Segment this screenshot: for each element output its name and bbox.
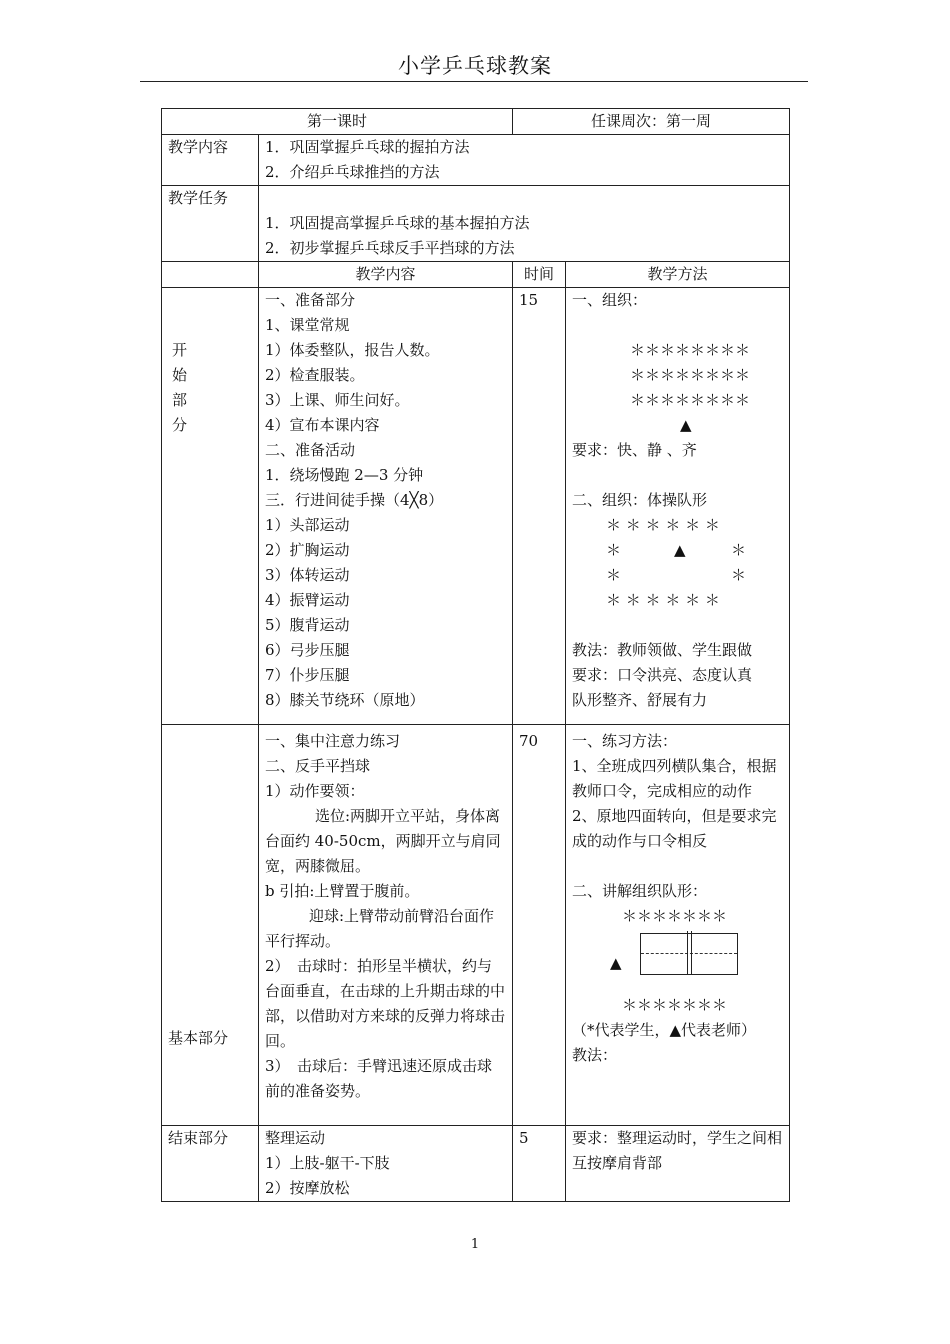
table-tennis-table-icon [640, 933, 738, 975]
start-line: 8）膝关节绕环（原地） [265, 691, 425, 709]
lesson-cell: 第一课时 [162, 109, 513, 135]
square-top-row: ＊ ＊ ＊ ＊ ＊ ＊ [606, 516, 720, 534]
end-section-label: 结束部分 [162, 1126, 259, 1202]
req1-text: 要求：快、静 、齐 [572, 441, 697, 459]
end-method-cell [566, 1126, 790, 1202]
start-content-cell [259, 288, 513, 725]
net-icon [687, 931, 692, 975]
end-method-text: 要求：整理运动时，学生之间相互按摩肩背部 [572, 1129, 783, 1172]
end-content-cell [259, 1126, 513, 1202]
basic-label-cell [162, 725, 259, 1126]
start-time-cell: 15 [513, 288, 566, 725]
task-label: 教学任务 [162, 186, 259, 262]
basic-line: 二、反手平挡球 [265, 757, 371, 775]
task-line: 1．巩固提高掌握乒乓球的基本握拍方法 [265, 214, 530, 232]
end-line: 1）上肢-躯干-下肢 [265, 1154, 390, 1172]
square-side-left: ＊ [606, 541, 622, 559]
square-side-left: ＊ [606, 566, 622, 584]
practice-step: 2、原地四面转向，但是要求完成的动作与口令相反 [572, 807, 777, 850]
req2-text: 要求：口令洪亮、态度认真 [572, 666, 753, 684]
practice-step: 1、全班成四列横队集合，根据教师口令，完成相应的动作 [572, 757, 777, 800]
content-lines [259, 135, 790, 186]
basic-section-label: 基本部分 [168, 1028, 229, 1047]
task-lines [259, 186, 790, 262]
content-row [162, 135, 790, 186]
teach-text: 教法： [572, 1046, 618, 1064]
start-line: 4）宣布本课内容 [265, 416, 380, 434]
square-side-right: ＊ [731, 541, 747, 559]
formation-row: ＊＊＊＊＊＊＊＊ [630, 391, 751, 409]
basic-method-cell [566, 725, 790, 1126]
content-line: 2．介绍乒乓球推挡的方法 [265, 163, 440, 181]
content-label: 教学内容 [162, 135, 259, 186]
lesson-plan-table [161, 108, 790, 1202]
org1-text: 一、组织： [572, 291, 648, 309]
square-side-row [572, 538, 783, 563]
header-row [162, 109, 790, 135]
org2-text: 二、组织：体操队形 [572, 491, 708, 509]
start-section-row [162, 288, 790, 725]
square-side-right: ＊ [731, 566, 747, 584]
formation-row: ＊＊＊＊＊＊＊＊ [630, 341, 751, 359]
page-number: 1 [470, 1237, 480, 1252]
teacher-triangle: ▲ [610, 954, 622, 972]
start-line: 2）扩胸运动 [265, 541, 350, 559]
task-row [162, 186, 790, 262]
stars-bottom-row: ＊＊＊＊＊＊＊ [622, 996, 728, 1014]
legend-text: （*代表学生，▲代表老师） [572, 1021, 757, 1039]
start-line: 3）上课、师生问好。 [265, 391, 410, 409]
start-label-cell [162, 288, 259, 725]
practice-title: 一、练习方法： [572, 732, 678, 750]
basic-line: 1）动作要领： [265, 782, 365, 800]
req3-text: 队形整齐、舒展有力 [572, 691, 708, 709]
square-bottom-row: ＊ ＊ ＊ ＊ ＊ ＊ [606, 591, 720, 609]
week-cell: 任课周次：第一周 [513, 109, 790, 135]
basic-paragraph: 3） 击球后：手臂迅速还原成击球前的准备姿势。 [265, 1057, 493, 1100]
document-title: 小学乒乓球教案 [398, 54, 552, 78]
task-line: 2．初步掌握乒乓球反手平挡球的方法 [265, 239, 515, 257]
end-line: 2）按摩放松 [265, 1179, 350, 1197]
column-header-row [162, 262, 790, 288]
square-teacher: ▲ [674, 541, 686, 559]
start-line: 3）体转运动 [265, 566, 350, 584]
start-line: 1）体委整队，报告人数。 [265, 341, 440, 359]
basic-content-cell [259, 725, 513, 1126]
basic-line: 一、集中注意力练习 [265, 732, 401, 750]
formation-row: ＊＊＊＊＊＊＊＊ [630, 366, 751, 384]
blank-header [162, 262, 259, 288]
start-line: 2）检查服装。 [265, 366, 365, 384]
start-line: 7）仆步压腿 [265, 666, 350, 684]
basic-paragraph: 迎球:上臂带动前臂沿台面作平行挥动。 [265, 907, 495, 950]
basic-paragraph: 2） 击球时：拍形呈半横状，约与台面垂直，在击球的上升期击球的中部，以借助对方来球的反弹力将球击回。 [265, 957, 506, 1050]
teach-text: 教法：教师领做、学生跟做 [572, 641, 753, 659]
basic-section-row [162, 725, 790, 1126]
start-line: 二、准备活动 [265, 441, 356, 459]
end-time-cell: 5 [513, 1126, 566, 1202]
end-section-row [162, 1126, 790, 1202]
basic-line: b 引拍:上臂置于腹前。 [265, 882, 420, 900]
start-line: 4）振臂运动 [265, 591, 350, 609]
start-section-label: 开始部分 [172, 341, 188, 434]
teacher-triangle: ▲ [680, 416, 692, 434]
start-method-cell [566, 288, 790, 725]
basic-paragraph: 选位:两脚开立平站，身体离台面约 40-50cm，两脚开立与肩同宽，两膝微屈。 [265, 807, 501, 875]
start-line: 一、准备部分 [265, 291, 356, 309]
start-line: 1．绕场慢跑 2—3 分钟 [265, 466, 424, 484]
court-diagram [572, 933, 783, 993]
start-line: 6）弓步压腿 [265, 641, 350, 659]
col-time-header: 时间 [513, 262, 566, 288]
stars-top-row: ＊＊＊＊＊＊＊ [622, 907, 728, 925]
square-side-row [572, 563, 783, 588]
col-method-header: 教学方法 [566, 262, 790, 288]
formation-title: 二、讲解组织队形： [572, 882, 708, 900]
start-line: 1）头部运动 [265, 516, 350, 534]
start-line: 三．行进间徒手操（4╳8） [265, 491, 444, 509]
content-line: 1．巩固掌握乒乓球的握拍方法 [265, 138, 470, 156]
start-line: 5）腹背运动 [265, 616, 350, 634]
basic-time-cell: 70 [513, 725, 566, 1126]
col-content-header: 教学内容 [259, 262, 513, 288]
title-rule [140, 81, 808, 82]
end-line: 整理运动 [265, 1129, 326, 1147]
start-line: 1、课堂常规 [265, 316, 350, 334]
